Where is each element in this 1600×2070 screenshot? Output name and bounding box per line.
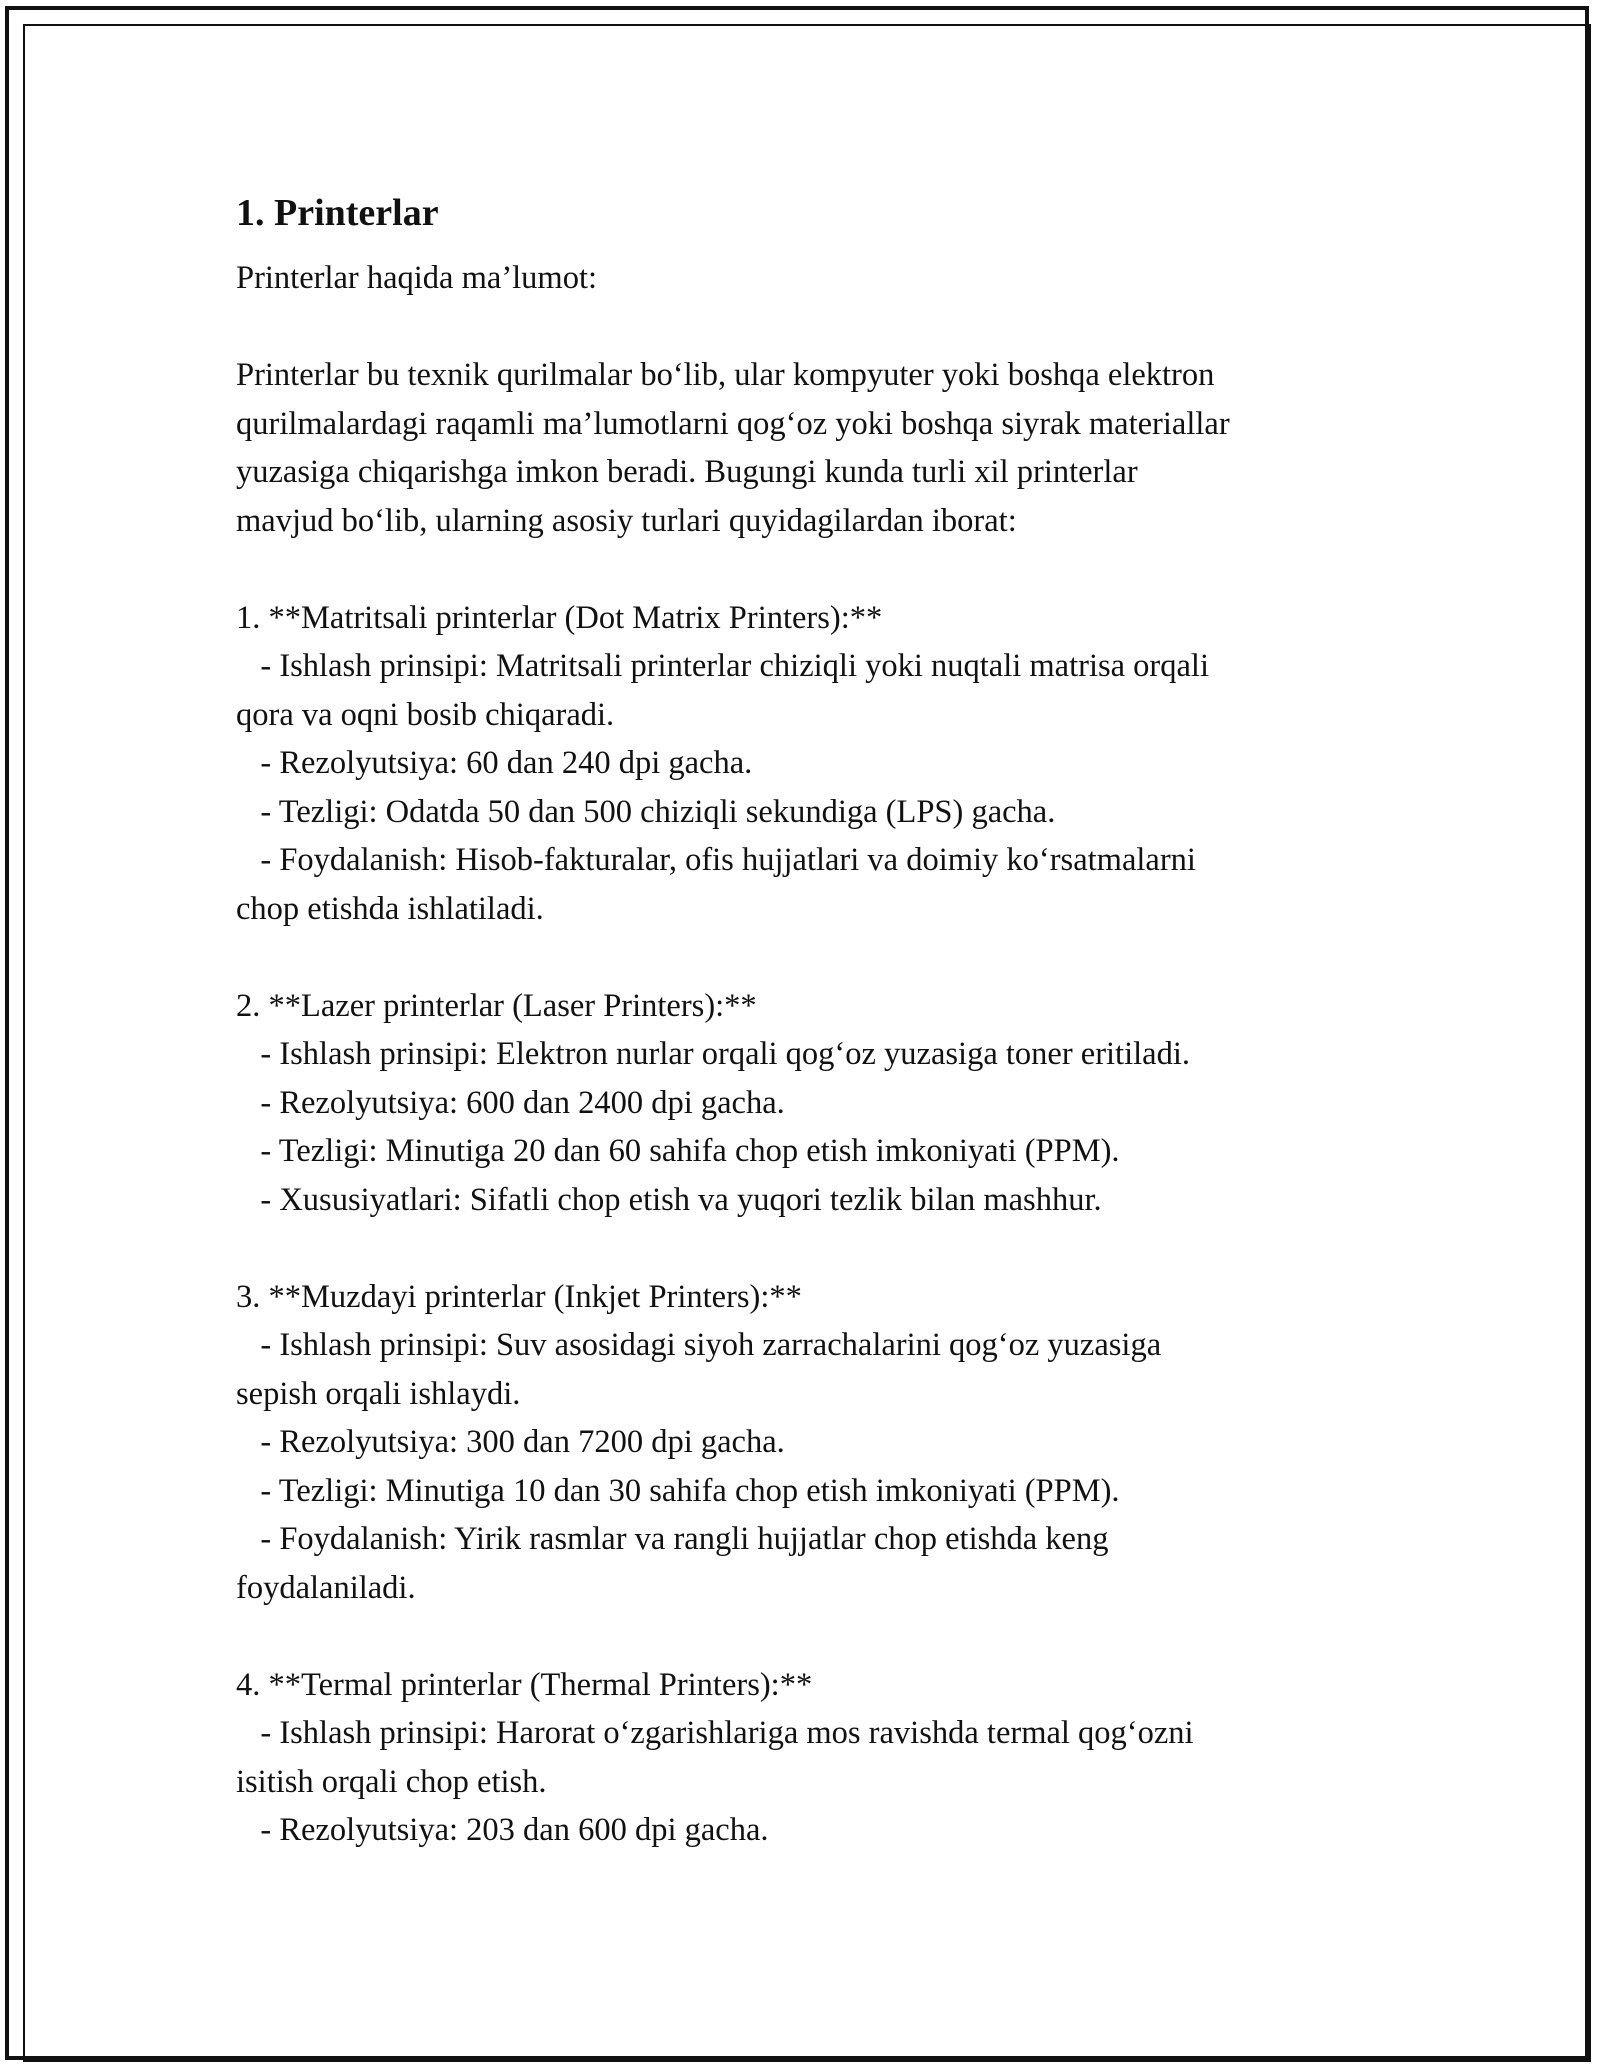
- section-line: - Tezligi: Odatda 50 dan 500 chiziqli sekundiga (LPS) gacha.: [236, 793, 1056, 830]
- intro-line: Printerlar bu texnik qurilmalar bo‘lib, ular kompyuter yoki boshqa elektron: [236, 357, 1215, 393]
- section-title-dot-matrix: 1. **Matritsali printerlar (Dot Matrix Printers):**: [236, 599, 883, 636]
- section-line: - Foydalanish: Hisob-fakturalar, ofis hujjatlari va doimiy ko‘rsatmalarni: [236, 842, 1196, 878]
- intro-line: yuzasiga chiqarishga imkon beradi. Bugungi kunda turli xil printerlar: [236, 454, 1138, 490]
- section-title-laser: 2. **Lazer printerlar (Laser Printers):**: [236, 987, 757, 1024]
- section-line: - Foydalanish: Yirik rasmlar va rangli hujjatlar chop etishda keng: [236, 1521, 1109, 1557]
- section-line: - Tezligi: Minutiga 20 dan 60 sahifa chop etish imkoniyati (PPM).: [236, 1133, 1120, 1169]
- section-title-thermal: 4. **Termal printerlar (Thermal Printers):**: [236, 1666, 813, 1703]
- section-line: - Rezolyutsiya: 600 dan 2400 dpi gacha.: [236, 1084, 785, 1121]
- intro-line: mavjud bo‘lib, ularning asosiy turlari quyidagilardan iborat:: [236, 502, 1017, 539]
- section-line: - Rezolyutsiya: 60 dan 240 dpi gacha.: [236, 745, 753, 781]
- section-line: - Ishlash prinsipi: Suv asosidagi siyoh zarrachalarini qog‘oz yuzasiga: [236, 1327, 1162, 1363]
- section-line: - Ishlash prinsipi: Elektron nurlar orqali qog‘oz yuzasiga toner eritiladi.: [236, 1036, 1190, 1072]
- spacer: [236, 545, 1386, 594]
- spacer: [236, 933, 1386, 982]
- spacer: [236, 1612, 1386, 1661]
- section-line: isitish orqali chop etish.: [236, 1763, 547, 1800]
- document-heading: 1. Printerlar: [236, 192, 439, 234]
- section-line: sepish orqali ishlaydi.: [236, 1375, 521, 1412]
- document-body: [236, 188, 1386, 1855]
- intro-label: Printerlar haqida ma’lumot:: [236, 260, 598, 296]
- section-line: - Rezolyutsiya: 300 dan 7200 dpi gacha.: [236, 1424, 785, 1460]
- section-line: - Xususiyatlari: Sifatli chop etish va yuqori tezlik bilan mashhur.: [236, 1181, 1102, 1218]
- spacer: [236, 1224, 1386, 1273]
- section-title-inkjet: 3. **Muzdayi printerlar (Inkjet Printers):**: [236, 1278, 802, 1315]
- spacer: [236, 303, 1386, 352]
- section-line: - Tezligi: Minutiga 10 dan 30 sahifa chop etish imkoniyati (PPM).: [236, 1472, 1120, 1509]
- intro-line: qurilmalardagi raqamli ma’lumotlarni qog‘oz yoki boshqa siyrak materiallar: [236, 405, 1230, 442]
- section-line: foydalaniladi.: [236, 1569, 416, 1606]
- section-line: chop etishda ishlatiladi.: [236, 890, 544, 927]
- section-line: - Rezolyutsiya: 203 dan 600 dpi gacha.: [236, 1812, 769, 1848]
- section-line: - Ishlash prinsipi: Harorat o‘zgarishlariga mos ravishda termal qog‘ozni: [236, 1715, 1194, 1751]
- section-line: qora va oqni bosib chiqaradi.: [236, 696, 615, 733]
- section-line: - Ishlash prinsipi: Matritsali printerlar chiziqli yoki nuqtali matrisa orqali: [236, 648, 1209, 684]
